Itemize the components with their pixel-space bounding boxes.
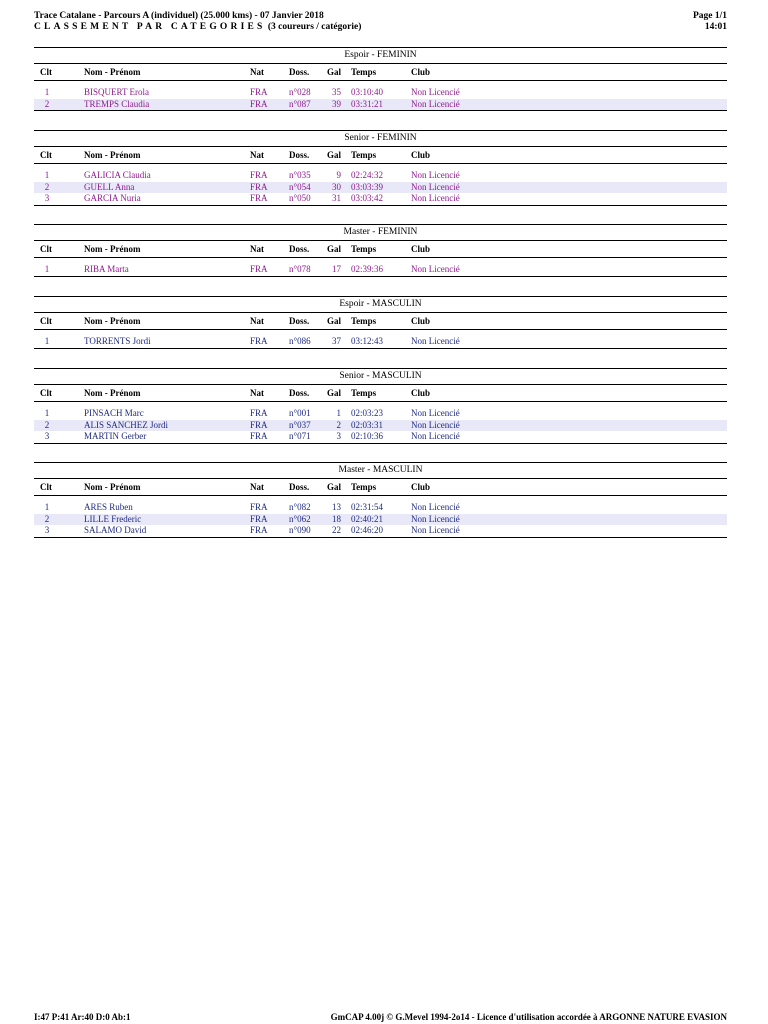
col-clt: Clt [40,150,52,160]
column-header [34,146,727,164]
cell-doss: n°078 [289,264,311,274]
report-header [34,11,361,33]
col-club: Club [411,482,431,492]
table-row [34,336,727,348]
cell-gal: 39 [332,98,341,109]
col-doss: Doss. [289,244,310,254]
column-header [34,312,727,330]
cell-doss: n°028 [289,87,311,97]
col-temps: Temps [351,388,377,398]
col-temps: Temps [351,482,377,492]
cell-nom: BISQUERT Erola [84,87,150,97]
cell-temps: 02:40:21 [351,513,384,524]
cell-temps: 03:03:42 [351,193,384,204]
cell-nat: FRA [250,336,268,346]
cell-gal: 37 [332,336,341,346]
category-section [34,368,727,444]
col-clt: Clt [40,482,52,492]
cell-gal: 30 [332,181,341,192]
col-gal: Gal [327,388,342,398]
col-temps: Temps [351,316,377,326]
classement-label: CLASSEMENT PAR CATEGORIES [34,22,266,32]
cell-clt: 2 [44,513,50,524]
category-section [34,130,727,206]
cell-gal: 22 [332,525,341,536]
col-doss: Doss. [289,316,310,326]
page-info [693,11,727,33]
category-title: Espoir - MASCULIN [34,296,727,312]
cell-doss: n°001 [289,408,311,418]
cell-doss: n°090 [289,525,311,536]
cell-temps: 02:10:36 [351,431,384,442]
cell-gal: 31 [332,193,341,204]
col-gal: Gal [327,482,342,492]
cell-nat: FRA [250,170,268,180]
category-title: Senior - MASCULIN [34,368,727,384]
table-row [34,420,727,432]
cell-doss: n°062 [289,513,311,524]
column-header [34,384,727,402]
col-club: Club [411,244,431,254]
col-clt: Clt [40,67,52,77]
col-gal: Gal [327,67,342,77]
cell-nat: FRA [250,193,268,204]
cell-club: Non Licencié [411,502,460,512]
cell-gal: 35 [332,87,341,97]
table-row [34,514,727,526]
cell-temps: 02:46:20 [351,525,384,536]
result-rows [34,502,727,538]
result-rows [34,87,727,111]
cell-nom: GALICIA Claudia [84,170,151,180]
cell-nat: FRA [250,87,268,97]
cell-doss: n°071 [289,431,311,442]
cell-clt: 1 [44,502,50,512]
cell-gal: 2 [336,419,341,430]
table-row [34,264,727,276]
cell-club: Non Licencié [411,264,460,274]
cell-clt: 1 [44,408,50,418]
col-club: Club [411,388,431,398]
cell-clt: 1 [44,170,50,180]
cell-doss: n°082 [289,502,311,512]
cell-nat: FRA [250,181,268,192]
cell-gal: 17 [332,264,341,274]
cell-gal: 1 [336,408,341,418]
table-row [34,87,727,99]
cell-club: Non Licencié [411,431,460,442]
footer-credit: GmCAP 4.00j © G.Mevel 1994-2o14 - Licence d'utilisation accordée à ARGONNE NATURE EVASION [330,1012,727,1022]
table-row [34,170,727,182]
col-doss: Doss. [289,388,310,398]
cell-clt: 2 [44,181,50,192]
table-row [34,408,727,420]
cell-clt: 1 [44,264,50,274]
col-nat: Nat [250,388,264,398]
column-header [34,240,727,258]
category-title: Master - FEMININ [34,224,727,240]
cell-temps: 02:03:23 [351,408,384,418]
col-doss: Doss. [289,482,310,492]
cell-temps: 03:03:39 [351,181,384,192]
cell-temps: 02:31:54 [351,502,384,512]
cell-temps: 02:03:31 [351,419,384,430]
cell-gal: 3 [336,431,341,442]
cell-nom: LILLE Frederic [84,513,142,524]
cell-doss: n°050 [289,193,311,204]
result-rows [34,264,727,277]
col-nom: Nom - Prénom [84,67,141,77]
col-nat: Nat [250,316,264,326]
cell-club: Non Licencié [411,513,460,524]
col-nom: Nom - Prénom [84,244,141,254]
col-gal: Gal [327,150,342,160]
col-club: Club [411,316,431,326]
result-rows [34,336,727,349]
cell-clt: 3 [44,431,50,442]
cell-club: Non Licencié [411,408,460,418]
footer-stats: I:47 P:41 Ar:40 D:0 Ab:1 [34,1012,131,1022]
cell-clt: 3 [44,525,50,536]
cell-nat: FRA [250,513,268,524]
cell-temps: 03:10:40 [351,87,384,97]
cell-clt: 3 [44,193,50,204]
table-row [34,193,727,205]
cell-nom: TREMPS Claudia [84,98,150,109]
classement-subtitle: (3 coureurs / catégorie) [267,22,362,32]
category-title: Espoir - FEMININ [34,47,727,63]
race-title: Trace Catalane - Parcours A (individuel) (25.000 kms) - 07 Janvier 2018 [34,11,324,21]
cell-nat: FRA [250,502,268,512]
table-row [34,431,727,443]
cell-nom: RIBA Marta [84,264,129,274]
cell-clt: 1 [44,87,50,97]
cell-nom: PINSACH Marc [84,408,144,418]
table-row [34,99,727,111]
cell-club: Non Licencié [411,525,460,536]
cell-gal: 18 [332,513,341,524]
col-gal: Gal [327,316,342,326]
cell-club: Non Licencié [411,181,460,192]
cell-nat: FRA [250,525,268,536]
classement-title [34,22,361,33]
category-section [34,47,727,111]
column-header [34,478,727,496]
cell-clt: 2 [44,98,50,109]
col-clt: Clt [40,316,52,326]
cell-nom: SALAMO David [84,525,147,536]
col-club: Club [411,67,431,77]
table-row [34,525,727,537]
cell-nat: FRA [250,419,268,430]
cell-nom: GUELL Anna [84,181,135,192]
page-number: Page 1/1 [692,11,727,21]
cell-nat: FRA [250,408,268,418]
cell-gal: 9 [336,170,341,180]
col-nat: Nat [250,150,264,160]
cell-doss: n°087 [289,98,311,109]
cell-nat: FRA [250,98,268,109]
cell-clt: 1 [44,336,50,346]
cell-club: Non Licencié [411,170,460,180]
category-title: Senior - FEMININ [34,130,727,146]
col-clt: Clt [40,388,52,398]
col-nom: Nom - Prénom [84,482,141,492]
category-section [34,224,727,277]
cell-club: Non Licencié [411,193,460,204]
table-row [34,182,727,194]
cell-nom: GARCIA Nuria [84,193,141,204]
category-title: Master - MASCULIN [34,462,727,478]
category-section [34,462,727,538]
col-doss: Doss. [289,150,310,160]
cell-doss: n°035 [289,170,311,180]
col-nat: Nat [250,67,264,77]
col-nat: Nat [250,482,264,492]
col-nom: Nom - Prénom [84,316,141,326]
print-time: 14:01 [704,22,727,32]
cell-club: Non Licencié [411,98,460,109]
cell-doss: n°037 [289,419,311,430]
col-nat: Nat [250,244,264,254]
cell-gal: 13 [332,502,341,512]
cell-temps: 02:24:32 [351,170,384,180]
col-club: Club [411,150,431,160]
cell-club: Non Licencié [411,419,460,430]
category-section [34,296,727,349]
cell-nom: MARTIN Gerber [84,431,147,442]
cell-nat: FRA [250,264,268,274]
cell-clt: 2 [44,419,50,430]
cell-club: Non Licencié [411,87,460,97]
col-temps: Temps [351,150,377,160]
cell-nom: ARES Ruben [84,502,133,512]
result-rows [34,408,727,444]
cell-doss: n°086 [289,336,311,346]
cell-nat: FRA [250,431,268,442]
col-temps: Temps [351,244,377,254]
cell-temps: 03:31:21 [351,98,384,109]
cell-nom: ALIS SANCHEZ Jordi [84,419,169,430]
col-temps: Temps [351,67,377,77]
col-nom: Nom - Prénom [84,150,141,160]
table-row [34,502,727,514]
col-nom: Nom - Prénom [84,388,141,398]
column-header [34,63,727,81]
cell-temps: 02:39:36 [351,264,384,274]
cell-nom: TORRENTS Jordi [84,336,151,346]
col-clt: Clt [40,244,52,254]
cell-club: Non Licencié [411,336,460,346]
col-gal: Gal [327,244,342,254]
result-rows [34,170,727,206]
cell-doss: n°054 [289,181,311,192]
col-doss: Doss. [289,67,310,77]
cell-temps: 03:12:43 [351,336,384,346]
